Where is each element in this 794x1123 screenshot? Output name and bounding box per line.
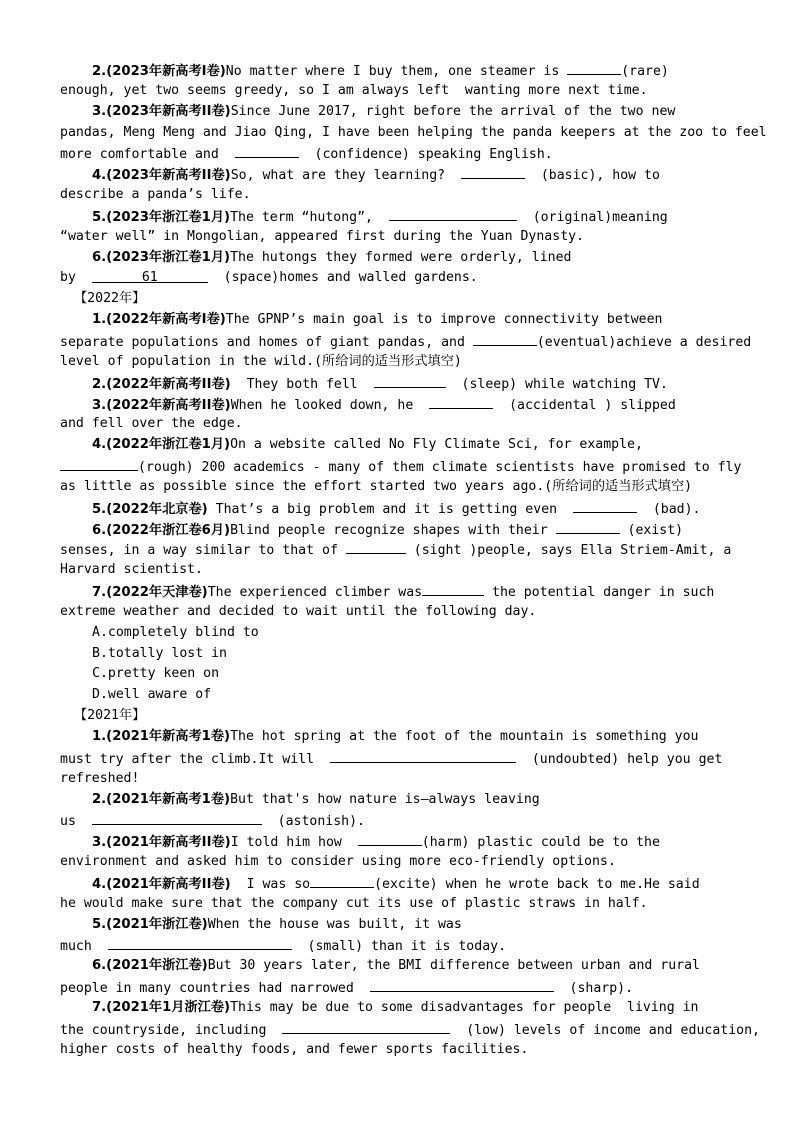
question-text: (low) levels of income and education, xyxy=(450,1022,760,1038)
text-line xyxy=(60,352,736,373)
question-source-label: (2022年天津卷) xyxy=(106,585,208,601)
question-text: (exist) xyxy=(619,522,684,538)
question-text: pandas, Meng Meng and Jiao Qing, I have been helping the panda keepers at the zoo to feel xyxy=(60,124,767,140)
text-line xyxy=(60,894,736,915)
question-source-label: (2023年新高考II卷) xyxy=(106,168,231,184)
question-text: (excite) when he wrote back to me.He said xyxy=(374,876,700,892)
text-line xyxy=(60,1040,736,1061)
answer-blank[interactable] xyxy=(374,373,446,388)
text-line xyxy=(60,289,736,310)
answer-blank[interactable] xyxy=(60,456,138,471)
question-text: (astonish). xyxy=(261,814,365,830)
question-text: But that's how nature is—always leaving xyxy=(230,791,540,807)
text-line xyxy=(60,435,736,456)
text-line xyxy=(60,998,736,1019)
question-text: us xyxy=(60,814,92,830)
text-line xyxy=(60,310,736,331)
question-text: “water well” in Mongolian, appeared first during the Yuan Dynasty. xyxy=(60,228,585,244)
question-source-label: (2021年新高考II卷) xyxy=(106,876,231,892)
question-source-label: (2022年浙江卷6月) xyxy=(106,522,231,538)
answer-blank[interactable] xyxy=(556,519,620,534)
question-text: (rare) xyxy=(621,64,669,79)
answer-blank[interactable] xyxy=(389,206,517,221)
question-source-label: 6.(2021年浙江卷) xyxy=(92,958,208,974)
question-text: extreme weather and decided to wait until the following day. xyxy=(60,603,537,619)
text-line xyxy=(60,227,736,248)
answer-blank[interactable] xyxy=(330,748,516,763)
question-text: B.totally lost in xyxy=(92,645,227,661)
text-line xyxy=(60,498,736,519)
question-source-label: 3. xyxy=(92,103,107,119)
text-line xyxy=(60,873,736,894)
question-text: The hutongs they formed were orderly, lined xyxy=(230,249,572,265)
question-text: (undoubted) help you get xyxy=(515,751,723,767)
answer-blank[interactable] xyxy=(358,831,422,846)
answer-blank[interactable] xyxy=(282,1019,450,1034)
question-text: (confidence) speaking English. xyxy=(298,147,553,163)
question-text: environment and asked him to consider using more eco-friendly options. xyxy=(60,854,616,870)
question-source-label: (2022年新高考II卷) xyxy=(106,397,231,413)
question-text: (basic), how to xyxy=(524,168,660,184)
question-text: When he looked down, he xyxy=(230,397,430,413)
text-line xyxy=(60,748,736,769)
question-text: The hot spring at the foot of the mountain is something you xyxy=(230,729,699,744)
question-source-label: 6. xyxy=(92,522,107,538)
text-line xyxy=(60,456,742,477)
text-line xyxy=(60,915,736,936)
text-line xyxy=(60,831,736,852)
text-line xyxy=(60,539,736,560)
text-line xyxy=(60,956,736,977)
question-source-label: 5. xyxy=(92,501,107,517)
text-line xyxy=(60,81,736,102)
exercise-document xyxy=(60,60,767,1061)
answer-blank[interactable] xyxy=(567,60,621,75)
question-text: (eventual)achieve a desired xyxy=(536,334,752,350)
question-text: But 30 years later, the BMI difference between urban and rural xyxy=(207,958,700,974)
question-text: (harm) plastic could be to the xyxy=(421,835,660,851)
answer-blank[interactable] xyxy=(235,143,299,158)
question-text: Since June 2017, right before the arrival of the two new xyxy=(230,103,676,119)
answer-blank[interactable] xyxy=(473,331,537,346)
question-text: (sleep) while watching TV. xyxy=(445,376,668,392)
question-source-label: 2. xyxy=(92,64,107,79)
text-line xyxy=(60,810,736,831)
question-text: On a website called No Fly Climate Sci, for example, xyxy=(230,437,643,453)
text-line xyxy=(60,164,736,185)
text-line xyxy=(60,519,736,540)
question-text: (accidental ) slipped xyxy=(493,397,676,413)
text-line xyxy=(60,769,736,790)
question-source-label: 6. xyxy=(92,249,107,265)
answer-blank[interactable] xyxy=(108,935,292,950)
question-text: They both fell xyxy=(230,376,374,392)
question-text: describe a panda’s life. xyxy=(60,187,251,203)
question-text: (sight )people, says Ella Striem-Amit, a xyxy=(405,543,732,559)
text-line xyxy=(60,623,736,644)
question-text: So, what are they learning? xyxy=(230,168,461,184)
question-text: level of population in the wild.(所给词的适当形式填空) xyxy=(60,353,462,369)
text-line xyxy=(60,248,736,269)
question-text: must try after the climb.It will xyxy=(60,751,330,767)
answer-blank[interactable] xyxy=(422,581,484,596)
question-text: 【2022年】 xyxy=(74,291,146,307)
question-source-label: 2.(2021年新高考1卷) xyxy=(92,791,231,807)
question-text: (sharp). xyxy=(553,981,634,997)
question-source-label: 3. xyxy=(92,397,107,413)
question-source-label: 5.(2021年浙江卷) xyxy=(92,916,208,932)
question-text: I told him how xyxy=(230,835,358,851)
question-text: enough, yet two seems greedy, so I am always left wanting more next time. xyxy=(60,82,648,98)
answer-blank[interactable] xyxy=(461,164,525,179)
text-line xyxy=(60,581,736,602)
text-line xyxy=(60,685,736,706)
question-source-label: 4. xyxy=(92,168,107,184)
question-source-label: 5. xyxy=(92,209,107,225)
answer-blank[interactable] xyxy=(370,977,554,992)
text-line xyxy=(60,394,736,415)
answer-blank[interactable] xyxy=(310,873,374,888)
question-source-label: (2023年浙江卷1月) xyxy=(106,249,231,265)
answer-blank[interactable] xyxy=(573,498,637,513)
question-text: people in many countries had narrowed xyxy=(60,981,370,997)
question-source-label: (2022年北京卷) xyxy=(106,501,208,517)
question-source-label: (2023年浙江卷1月) xyxy=(106,209,231,225)
question-text: senses, in a way similar to that of xyxy=(60,543,346,559)
question-text: refreshed! xyxy=(60,770,140,786)
question-text: as little as possible since the effort started two years ago.(所给词的适当形式填空) xyxy=(60,478,693,494)
question-source-label: 2. xyxy=(92,376,107,392)
question-text: (original)meaning xyxy=(516,209,668,225)
question-text: (bad). xyxy=(636,501,701,517)
text-line xyxy=(60,790,736,811)
text-line xyxy=(60,331,752,352)
question-text: This may be due to some disadvantages for people living in xyxy=(230,999,699,1015)
question-text: the potential danger in such xyxy=(484,585,715,601)
question-text: more comfortable and xyxy=(60,147,235,163)
text-line xyxy=(60,373,736,394)
question-text: 【2021年】 xyxy=(74,708,146,724)
text-line xyxy=(60,1019,760,1040)
text-line xyxy=(60,206,736,227)
question-text: D.well aware of xyxy=(92,687,212,703)
question-source-label: 1.(2021年新高考1卷) xyxy=(92,729,231,744)
answer-blank[interactable] xyxy=(346,539,406,554)
question-source-label: (2023年新高考I卷) xyxy=(106,64,226,79)
question-source-label: 4.(2022年浙江卷1月) xyxy=(92,437,231,453)
text-line xyxy=(60,268,736,289)
text-line xyxy=(60,560,736,581)
question-source-label: 7. xyxy=(92,585,107,601)
question-text: and fell over the edge. xyxy=(60,416,243,432)
text-line xyxy=(60,602,736,623)
answer-blank[interactable] xyxy=(429,394,493,409)
question-source-label: 4. xyxy=(92,876,107,892)
text-line xyxy=(60,185,736,206)
question-text: by xyxy=(60,270,92,286)
question-text: C.pretty keen on xyxy=(92,666,220,682)
question-text: Blind people recognize shapes with their xyxy=(230,522,556,538)
text-line xyxy=(60,477,736,498)
question-source-label: 3.(2021年新高考II卷) xyxy=(92,835,231,851)
text-line xyxy=(60,102,736,123)
question-text: The term “hutong”, xyxy=(230,209,389,225)
question-source-label: 1.(2022年新高考I卷) xyxy=(92,312,226,328)
question-text: The experienced climber was xyxy=(207,585,423,601)
text-line xyxy=(60,664,736,685)
question-text: the countryside, including xyxy=(60,1022,283,1038)
question-source-label: (2023年新高考II卷) xyxy=(106,103,231,119)
question-text: he would make sure that the company cut its use of plastic straws in half. xyxy=(60,895,648,911)
answer-blank[interactable] xyxy=(92,810,262,825)
question-source-label: 7.(2021年1月浙江卷) xyxy=(92,999,231,1015)
question-text: No matter where I buy them, one steamer is xyxy=(225,64,568,79)
text-line xyxy=(60,414,736,435)
text-line xyxy=(60,977,736,998)
question-text: That’s a big problem and it is getting even xyxy=(207,501,573,517)
question-source-label: (2022年新高考II卷) xyxy=(106,376,231,392)
question-text: higher costs of healthy foods, and fewer sports facilities. xyxy=(60,1041,529,1057)
text-line xyxy=(60,852,736,873)
question-text: The GPNP’s main goal is to improve connectivity between xyxy=(225,312,663,328)
text-line xyxy=(60,123,767,144)
question-text: much xyxy=(60,939,108,955)
question-text: (space)homes and walled gardens. xyxy=(207,270,478,286)
question-text: separate populations and homes of giant pandas, and xyxy=(60,334,473,350)
text-line xyxy=(60,644,736,665)
text-line xyxy=(60,727,736,748)
question-text: (rough) 200 academics - many of them climate scientists have promised to fly xyxy=(138,460,742,476)
text-line xyxy=(60,935,736,956)
text-line xyxy=(60,143,736,164)
question-text: I was so xyxy=(230,876,311,892)
question-text: Harvard scientist. xyxy=(60,562,203,578)
question-text: When the house was built, it was xyxy=(207,916,462,932)
question-text: A.completely blind to xyxy=(92,624,259,640)
text-line xyxy=(60,706,736,727)
answer-blank[interactable]: 61 xyxy=(92,268,208,283)
question-text: (small) than it is today. xyxy=(291,939,507,955)
text-line xyxy=(60,60,736,81)
